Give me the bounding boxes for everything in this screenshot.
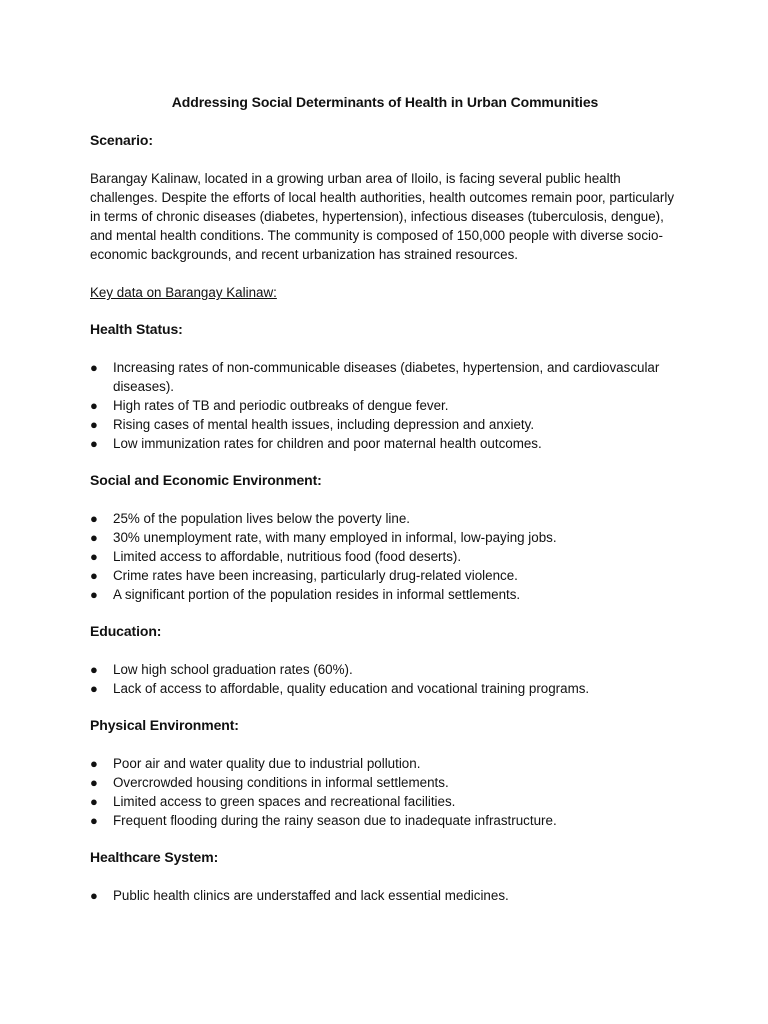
list-item-text: Low immunization rates for children and poor maternal health outcomes.	[113, 436, 542, 451]
section-heading: Social and Economic Environment:	[90, 472, 322, 488]
bullet-icon: ●	[90, 775, 98, 790]
document-body	[90, 92, 680, 905]
list-item-text: Public health clinics are understaffed and lack essential medicines.	[113, 888, 509, 903]
list-item	[90, 754, 680, 773]
bullet-icon: ●	[90, 436, 98, 451]
bullet-icon: ●	[90, 549, 98, 564]
list-item	[90, 415, 680, 434]
section-healthcare-system	[90, 848, 680, 905]
bullet-icon: ●	[90, 360, 98, 375]
list-item-text: Low high school graduation rates (60%).	[113, 662, 353, 677]
list-item-text: High rates of TB and periodic outbreaks of dengue fever.	[113, 398, 449, 413]
bullet-list	[90, 754, 680, 830]
list-item-text: 30% unemployment rate, with many employed in informal, low-paying jobs.	[113, 530, 557, 545]
list-item	[90, 528, 680, 547]
document-title: Addressing Social Determinants of Health in Urban Communities	[171, 94, 599, 110]
list-item-text: Poor air and water quality due to industrial pollution.	[113, 756, 421, 771]
list-item	[90, 679, 680, 698]
list-item-text: Overcrowded housing conditions in informal settlements.	[113, 775, 449, 790]
bullet-icon: ●	[90, 530, 98, 545]
list-item-text: Increasing rates of non-communicable diseases (diabetes, hypertension, and cardiovascular diseases).	[113, 360, 660, 394]
list-item	[90, 566, 680, 585]
section-heading: Health Status:	[90, 321, 183, 337]
bullet-icon: ●	[90, 888, 98, 903]
bullet-icon: ●	[90, 417, 98, 432]
list-item	[90, 811, 680, 830]
bullet-icon: ●	[90, 398, 98, 413]
bullet-icon: ●	[90, 662, 98, 677]
section-heading: Physical Environment:	[90, 717, 239, 733]
list-item-text: Limited access to affordable, nutritious food (food deserts).	[113, 549, 462, 564]
list-item	[90, 886, 680, 905]
list-item	[90, 792, 680, 811]
bullet-list	[90, 358, 680, 453]
bullet-icon: ●	[90, 568, 98, 583]
list-item	[90, 358, 680, 396]
list-item	[90, 396, 680, 415]
list-item	[90, 585, 680, 604]
section-health-status	[90, 320, 680, 453]
bullet-icon: ●	[90, 681, 98, 696]
bullet-list	[90, 509, 680, 604]
section-heading: Healthcare System:	[90, 849, 219, 865]
bullet-icon: ●	[90, 756, 98, 771]
section-social-economic	[90, 471, 680, 604]
list-item	[90, 660, 680, 679]
list-item-text: Crime rates have been increasing, particularly drug-related violence.	[113, 568, 518, 583]
bullet-list	[90, 886, 680, 905]
list-item	[90, 547, 680, 566]
list-item-text: Frequent flooding during the rainy season due to inadequate infrastructure.	[113, 813, 557, 828]
section-physical-environment	[90, 716, 680, 830]
bullet-icon: ●	[90, 813, 98, 828]
key-data-label: Key data on Barangay Kalinaw:	[90, 285, 277, 300]
section-heading: Education:	[90, 623, 162, 639]
list-item	[90, 509, 680, 528]
bullet-icon: ●	[90, 511, 98, 526]
list-item-text: Lack of access to affordable, quality education and vocational training programs.	[113, 681, 590, 696]
bullet-icon: ●	[90, 794, 98, 809]
bullet-list	[90, 660, 680, 698]
list-item-text: A significant portion of the population resides in informal settlements.	[113, 587, 521, 602]
list-item-text: Limited access to green spaces and recreational facilities.	[113, 794, 456, 809]
list-item	[90, 434, 680, 453]
list-item	[90, 773, 680, 792]
bullet-icon: ●	[90, 587, 98, 602]
scenario-paragraph: Barangay Kalinaw, located in a growing urban area of Iloilo, is facing several public health challenges. Despite the efforts of local health authorities, health outcomes remain poor, particularly in terms of chronic diseases (diabetes, hypertension), infectious diseases (tuberculosis, dengue), and mental health conditions. The community is composed of 150,000 people with diverse socio-economic backgrounds, and recent urbanization has strained resources.	[90, 171, 675, 262]
list-item-text: Rising cases of mental health issues, including depression and anxiety.	[113, 417, 535, 432]
scenario-heading: Scenario:	[90, 132, 153, 148]
section-education	[90, 622, 680, 698]
list-item-text: 25% of the population lives below the poverty line.	[113, 511, 411, 526]
